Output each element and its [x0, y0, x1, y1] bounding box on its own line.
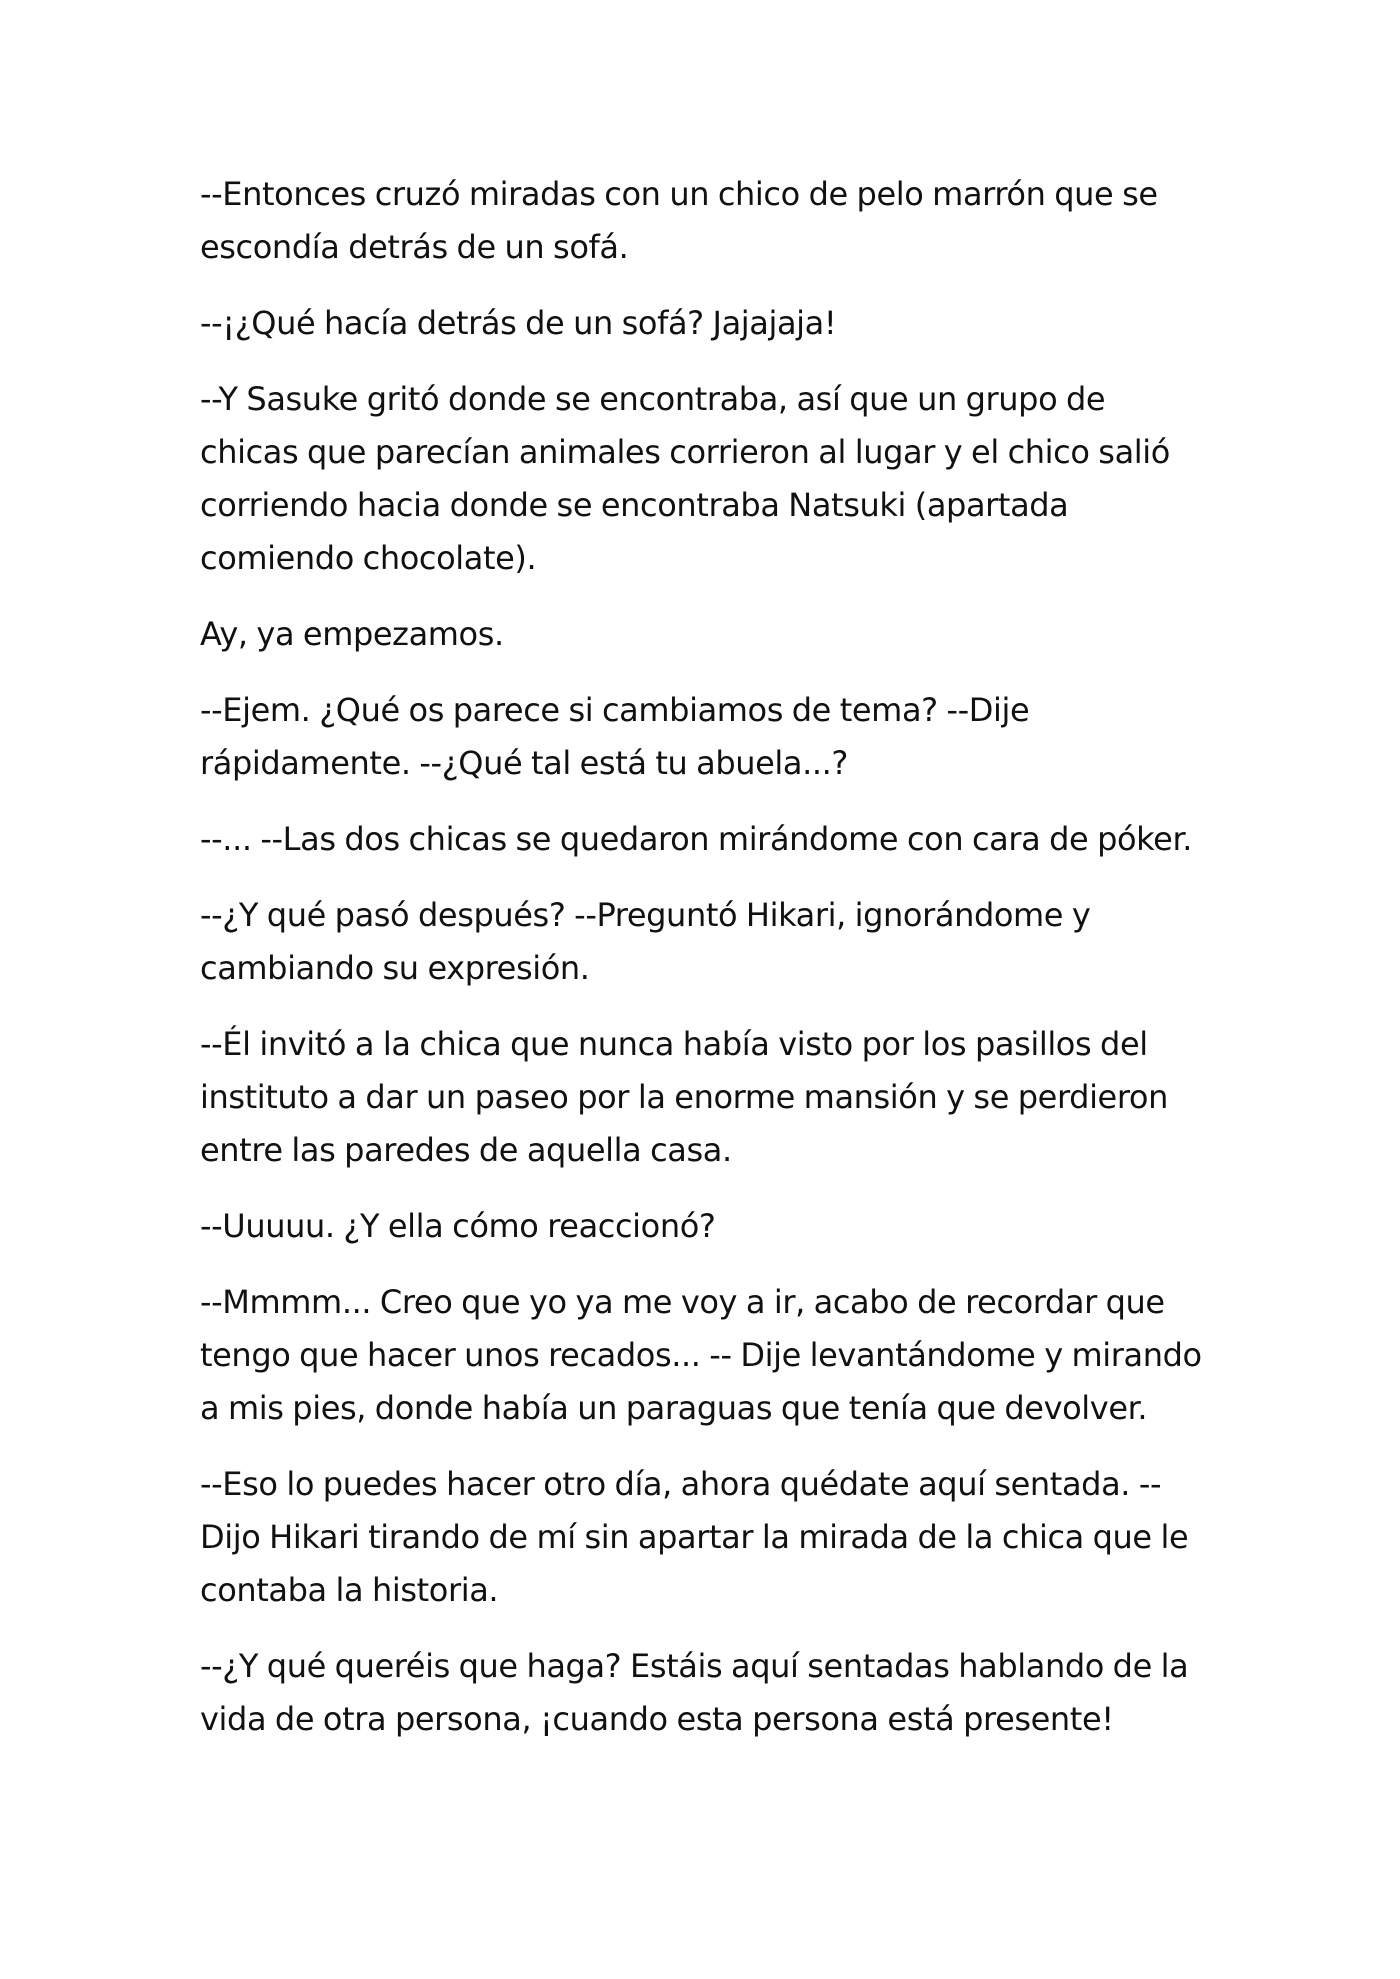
paragraph-2: --¡¿Qué hacía detrás de un sofá? Jajajaja! — [200, 304, 837, 342]
paragraph-8: --Él invitó a la chica que nunca había visto por los pasillos del instituto a dar un paseo por la enorme mansión y se perdieron entre las paredes de aquella casa. — [200, 1025, 1168, 1169]
paragraph-5: --Ejem. ¿Qué os parece si cambiamos de tema? --Dije rápidamente. --¿Qué tal está tu abuela...? — [200, 691, 1030, 782]
paragraph-7: --¿Y qué pasó después? --Preguntó Hikari, ignorándome y cambiando su expresión. — [200, 896, 1091, 987]
paragraph-4: Ay, ya empezamos. — [200, 615, 504, 653]
paragraph-9: --Uuuuu. ¿Y ella cómo reaccionó? — [200, 1207, 716, 1245]
paragraph-10: --Mmmm... Creo que yo ya me voy a ir, acabo de recordar que tengo que hacer unos recados... -- Dije levantándome y mirando a mis pies, donde había un paraguas que tenía que devolver. — [200, 1283, 1202, 1427]
paragraph-12: --¿Y qué queréis que haga? Estáis aquí sentadas hablando de la vida de otra persona, ¡cuando esta persona está presente! — [200, 1647, 1189, 1738]
document-body — [200, 168, 1210, 1769]
paragraph-3: --Y Sasuke gritó donde se encontraba, así que un grupo de chicas que parecían animales corrieron al lugar y el chico salió corriendo hacia donde se encontraba Natsuki (apartada comiendo chocolate). — [200, 380, 1170, 577]
paragraph-1: --Entonces cruzó miradas con un chico de pelo marrón que se escondía detrás de un sofá. — [200, 175, 1158, 266]
paragraph-11: --Eso lo puedes hacer otro día, ahora quédate aquí sentada. -- Dijo Hikari tirando de mí sin apartar la mirada de la chica que le contaba la historia. — [200, 1465, 1189, 1609]
paragraph-6: --... --Las dos chicas se quedaron mirándome con cara de póker. — [200, 820, 1193, 858]
